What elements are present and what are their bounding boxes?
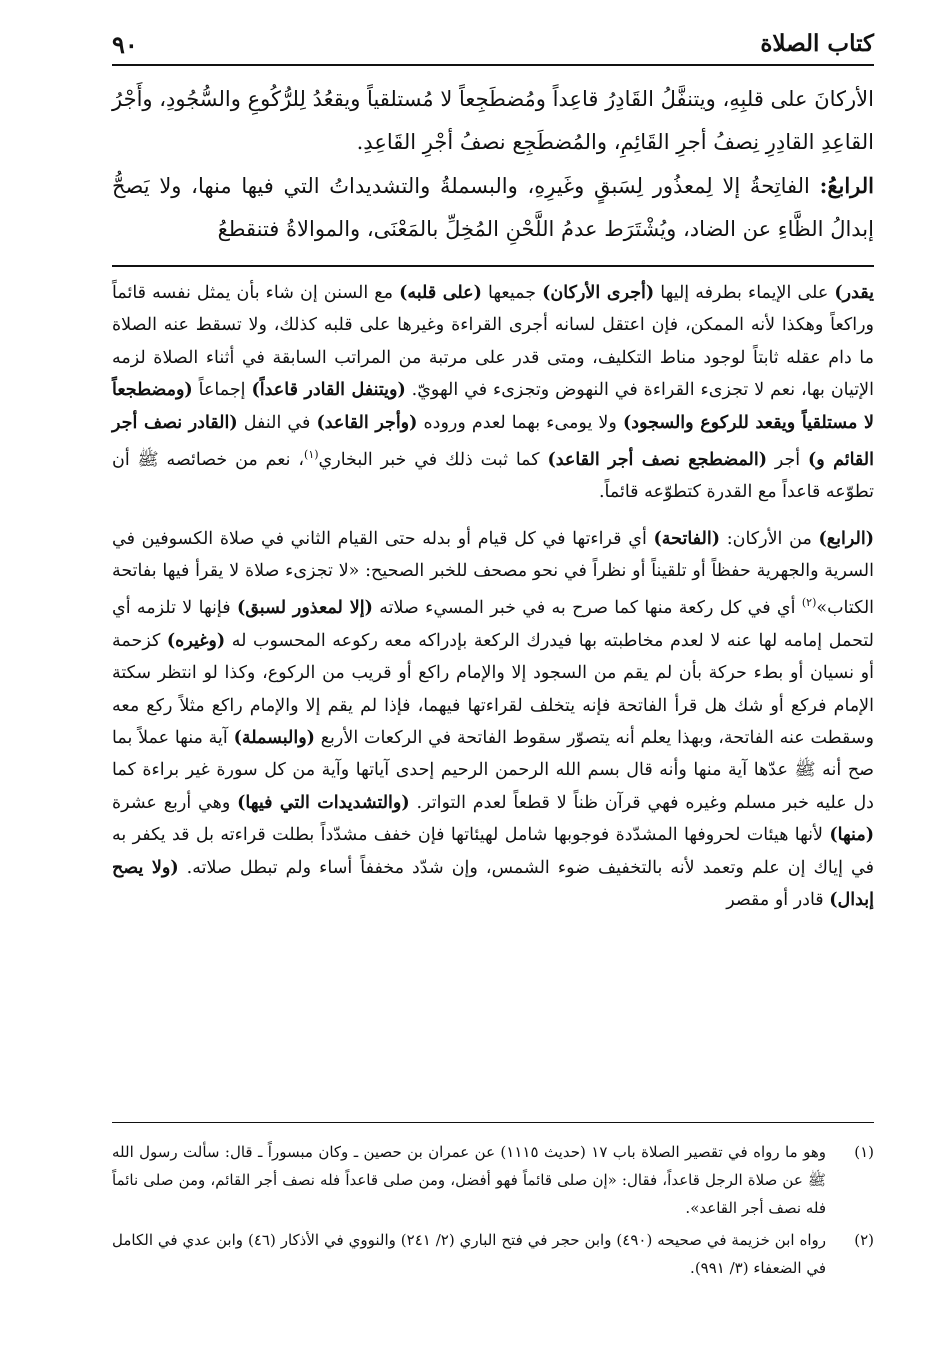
commentary-segment: من الأركان: <box>720 528 819 549</box>
commentary-segment: جميعها <box>481 283 543 303</box>
main-text-paragraph-2-body: الفاتِحةُ إلا لِمعذُور لِسَبقٍ وغَيرِهِ، والبسملةُ والتشديداتُ التي فيها منها، ولا يَصحُّ إبدالُ الظَّاءِ عن الضاد، ويُشْتَرَط عدمُ اللَّحْنِ المُخِلِّ بالمَعْنَى، والموالاةُ فتنقطعُ <box>112 174 874 241</box>
quoted-matn-segment: (المضطجع نصف أجر القاعد) <box>547 449 768 470</box>
quoted-matn-segment: (الرابع) <box>818 528 874 549</box>
commentary-segment: آية منها عملاً بما صح أنه ﷺ عدّها آية منها وأنه قال بسم الله الرحمن الرحيم إحدى آياتها وآية من كل سورة غير براءة كما دل عليه خبر مسلم وغيره فهي قرآن ظناً لا قطعاً لعدم التواتر. <box>112 727 874 813</box>
quoted-matn-segment: (ومضطجعاً لا مستلقياً ويقعد للركوع والسجود) <box>112 380 874 433</box>
page <box>112 28 874 916</box>
quoted-matn-segment: (منها) <box>829 825 874 846</box>
commentary-paragraph-2 <box>112 523 874 917</box>
footnote-divider <box>112 1122 874 1123</box>
matn-commentary-divider <box>112 265 874 267</box>
page-header <box>112 28 874 66</box>
footnote-mark: (٢) <box>854 1231 874 1249</box>
quoted-matn-segment: (أجرى الأركان) <box>542 283 655 303</box>
commentary-segment: إجماعاً <box>192 380 252 401</box>
main-text-paragraph-1: الأركانَ على قلبِهِ، ويتنفَّلُ القَادِرُ قاعِداً ومُضطَجِعاً لا مُستلقياً ويقعُدُ لِلرُّكُوعِ والسُّجُودِ، وأَجْرُ القاعِدِ القادِرِ نِصفُ أجرِ القَائِمِ، والمُضطَجِع نصفُ أجْرِ القَاعِدِ. <box>112 87 874 154</box>
footnote-text: رواه ابن خزيمة في صحيحه (٤٩٠) وابن حجر في فتح الباري (٢/ ٢٤١) والنووي في الأذكار (٤٦) وابن عدي في الكامل في الضعفاء (٣/ ٩٩١). <box>112 1231 826 1277</box>
commentary-segment: ولا يومىء بهما لعدم وروده <box>417 412 623 433</box>
quoted-matn-segment: يقدر) <box>834 283 874 303</box>
commentary-segment: أي في كل ركعة منها كما صرح به في خبر المسيء صلاته <box>372 598 802 619</box>
footnote-reference: (١) <box>304 448 319 462</box>
main-text <box>112 78 874 251</box>
commentary <box>112 277 874 916</box>
commentary-segment: في النفل <box>237 412 317 433</box>
commentary-paragraph-1 <box>112 277 874 509</box>
footnote-2 <box>112 1226 874 1282</box>
commentary-segment: أي قراءتها في كل قيام أو بدله حتى القيام الثاني في صلاة الكسوفين في السرية والجهرية حفظاً أو تلقيناً أو نظراً في نحو مصحف للخبر الصحيح: «لا تجزىء صلاة لا يقرأ فيها بفاتحة الكتاب» <box>112 528 875 619</box>
footnote-1 <box>112 1138 874 1222</box>
quoted-matn-segment: (ويتنفل القادر قاعداً) <box>251 380 406 401</box>
commentary-segment: ، نعم من خصائصه ﷺ أن تطوّعه قاعداً مع القدرة كتطوّعه قائماً. <box>112 449 874 503</box>
footnote-reference: (٢) <box>801 596 817 610</box>
commentary-segment: على الإيماء بطرفه إليها <box>654 283 835 303</box>
commentary-segment: لأنها هيئات لحروفها المشدّدة فوجوبها شامل لهيئاتها فإن خفف مشدّداً بطلت قراءته بل قد يكفر به في إياك إن علم وتعمد لأنه بالتخفيف ضوء الشمس، وإن شدّد مخففاً أساء ولم تبطل صلاته. <box>112 825 874 878</box>
quoted-matn-segment: (والتشديدات التي فيها) <box>237 792 410 813</box>
book-title: كتاب الصلاة <box>760 30 874 57</box>
main-text-paragraph-2 <box>112 164 874 251</box>
quoted-matn-segment: (الفاتحة) <box>653 528 721 549</box>
footnotes <box>112 1138 874 1286</box>
quoted-matn-segment: (وأجر القاعد) <box>316 412 418 433</box>
quoted-matn-segment: (ولا يصح إبدال) <box>112 857 874 910</box>
page-number: ٩٠ <box>112 30 138 59</box>
commentary-segment: فإنها لا تلزمه أي لتحمل إمامه لها عنه لا لعدم مخاطبته بها فيدرك الركعة بإدراكه معه ركوعه المحسوب له <box>112 598 874 651</box>
commentary-segment: كزحمة أو نسيان أو بطء حركة بأن لم يقم من السجود إلا والإمام راكع أو قريب من الركوع، وكذا لو انتظر سكتة الإمام فركع أو شك هل قرأ الفاتحة فإنه يتخلف لقراءتها فيهما، فإذا لم يقم إلا والإمام راكع مثلاً ركع معه وسقطت عنه الفاتحة، وبهذا يعلم أنه يتصوّر سقوط الفاتحة في الركعات الأربع <box>112 630 874 748</box>
commentary-segment: قادر أو مقصر <box>726 889 830 910</box>
footnote-text: وهو ما رواه في تقصير الصلاة باب ١٧ (حديث ١١١٥) عن عمران بن حصين ـ وكان مبسوراً ـ قال: سألت رسول الله ﷺ عن صلاة الرجل قاعداً، فقال: «إن صلى قائماً فهو أفضل، ومن صلى قاعداً فله نصف أجر القائم، ومن صلى نائماً فله نصف أجر القاعد». <box>112 1143 826 1217</box>
quoted-matn-segment: (على قلبه) <box>399 283 482 303</box>
section-heading: الرابعُ: <box>819 173 874 198</box>
commentary-segment: مع السنن إن شاء بأن يمثل نفسه قائماً وراكعاً وهكذا لأنه الممكن، فإن اعتقل لسانه أجرى القراءة وغيرها على قلبه كذلك، ولا تسقط عنه الصلاة ما دام عقله ثابتاً لوجود مناط التكليف، ومتى قدر على مرتبة من المراتب السابقة في أثناء الصلاة لزمه الإتيان بها، نعم لا تجزىء القراءة في النهوض وتجزىء في الهويّ. <box>112 283 875 401</box>
commentary-segment: أجر <box>767 449 808 470</box>
quoted-matn-segment: (إلا لمعذور لسبق) <box>236 598 373 619</box>
quoted-matn-segment: (وغيره) <box>166 630 226 651</box>
footnote-mark: (١) <box>854 1143 874 1161</box>
commentary-segment: كما ثبت ذلك في خبر البخاري <box>318 449 548 470</box>
quoted-matn-segment: (والبسملة) <box>233 727 315 748</box>
commentary-segment: وهي أربع عشرة <box>112 792 238 813</box>
quoted-matn-segment: (القادر نصف أجر القائم و) <box>112 412 874 470</box>
